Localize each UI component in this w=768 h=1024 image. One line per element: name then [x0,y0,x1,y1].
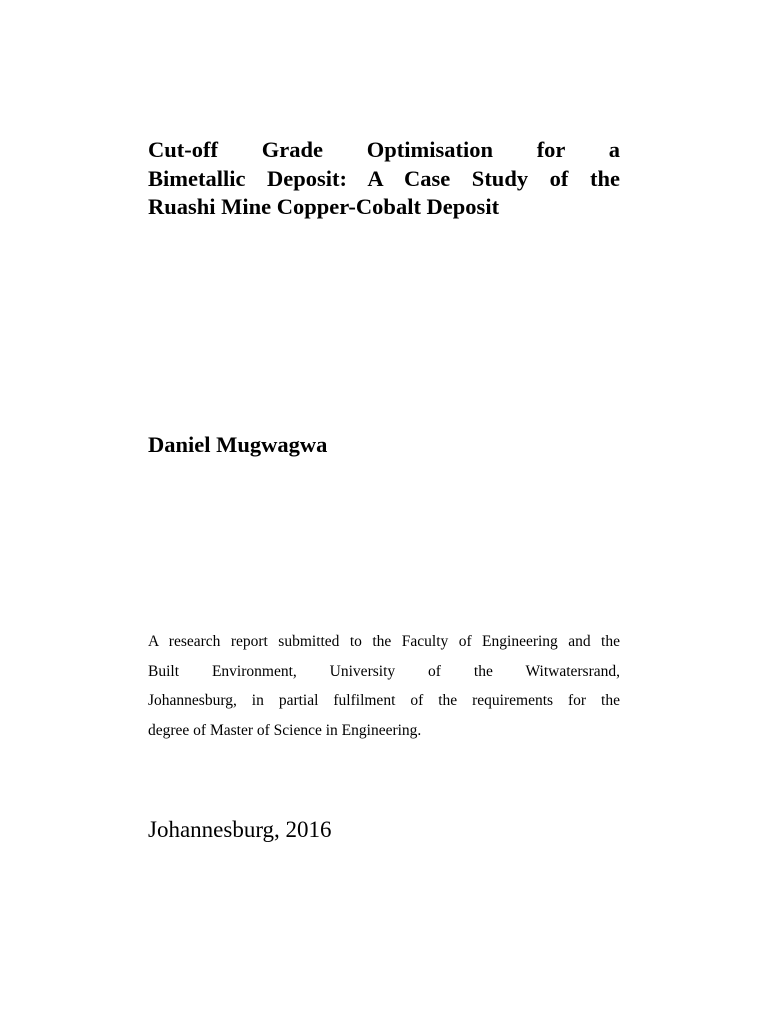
title-line: Ruashi Mine Copper-Cobalt Deposit [148,194,500,219]
document-title [148,136,620,222]
submission-statement [148,627,620,745]
place-and-year: Johannesburg, 2016 [148,817,332,842]
statement-line: Johannesburg, in partial fulfilment of the requirements for the [148,692,620,709]
statement-line: A research report submitted to the Faculty of Engineering and the [148,633,620,650]
statement-line: degree of Master of Science in Engineering. [148,721,422,739]
title-line: Cut-off Grade Optimisation for a [148,137,620,162]
statement-line: Built Environment, University of the Witwatersrand, [148,662,620,680]
title-line: Bimetallic Deposit: A Case Study of the [148,165,620,191]
author-name: Daniel Mugwagwa [148,432,328,457]
